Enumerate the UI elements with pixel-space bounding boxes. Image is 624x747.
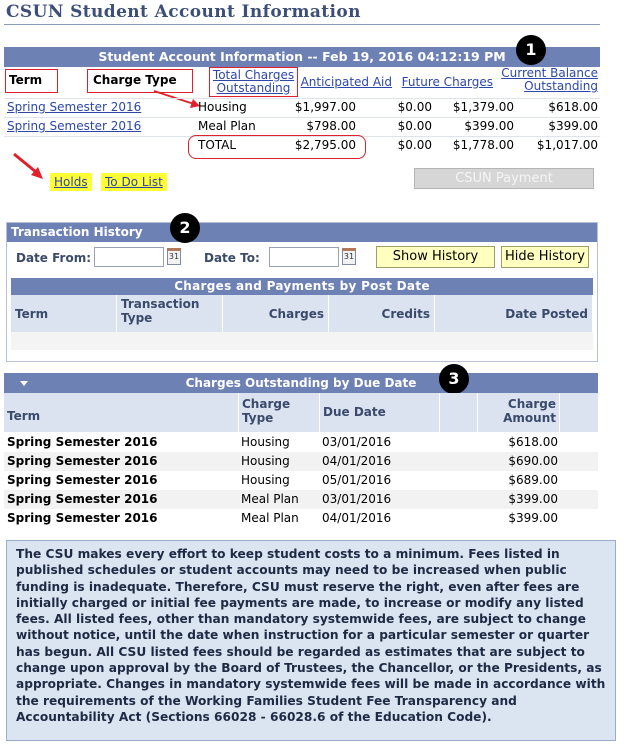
account-summary-header: [4, 47, 600, 67]
calendar-icon[interactable]: 31: [167, 250, 181, 265]
charges-due-header: [4, 373, 598, 393]
collapse-arrow-icon[interactable]: [20, 381, 28, 386]
transaction-history-title: Transaction History: [11, 225, 143, 239]
col-header-charge-type-label: Charge Type: [93, 73, 177, 87]
anticipated-aid-sum: $0.00: [397, 138, 432, 152]
future-charges-cell: $399.00: [464, 119, 514, 133]
col-header-term-label: Term: [9, 73, 43, 87]
future-charges-cell: $1,379.00: [452, 100, 514, 114]
charge-amount-cell: $399.00: [508, 511, 558, 525]
col-header-transaction-type: Transaction Type: [117, 295, 223, 332]
sort-current-balance-link[interactable]: Current Balance Outstanding: [501, 66, 598, 93]
current-balance-cell: $399.00: [548, 119, 598, 133]
future-charges-sum: $1,778.00: [452, 138, 514, 152]
table-row: [4, 471, 598, 490]
due-date-cell: 04/01/2016: [322, 511, 392, 525]
callout-marker-2: 2: [170, 213, 200, 243]
col-header-spacer: [560, 393, 598, 432]
callout-marker-1: 1: [516, 35, 546, 65]
charge-type-cell: Housing: [241, 473, 290, 487]
empty-history-row: [11, 332, 593, 350]
term-link[interactable]: Spring Semester 2016: [7, 119, 142, 133]
account-summary-section: [4, 40, 600, 159]
anticipated-aid-cell: $0.00: [397, 119, 432, 133]
account-summary-title: Student Account Information -- Feb 19, 2016 04:12:19 PM: [98, 49, 506, 64]
col-header-charge-amount: Charge Amount: [478, 393, 560, 432]
charge-type-cell: Meal Plan: [241, 511, 299, 525]
page-title: CSUN Student Account Information: [6, 2, 361, 22]
fee-disclaimer-notice: The CSU makes every effort to keep student costs to a minimum. Fees listed in published schedules or student accounts may need to be increased when public funding is inadequate. Therefore, CSU must reserve the right, even after fees are initially charged or initial fee payments are made, to increase or modify any listed fees. All listed fees, other than mandatory systemwide fees, are subject to change without notice, until the date when instruction for a particular semester or quarter has begun. All CSU listed fees should be regarded as estimates that are subject to change upon approval by the Board of Trustees, the Chancellor, or the Presidents, as appropriate. Changes in mandatory systemwide fees will be made in accordance with the requirements of the Working Families Student Fee Transparency and Accountability Act (Sections 66028 - 66028.6 of the Education Code).: [6, 540, 616, 741]
annotation-arrow-icon: [12, 152, 46, 182]
due-date-cell: 04/01/2016: [322, 454, 392, 468]
todo-list-link[interactable]: To Do List: [101, 173, 167, 191]
row-divider: [4, 98, 600, 99]
charges-payments-subheader: Charges and Payments by Post Date: [11, 278, 593, 295]
row-divider: [4, 117, 600, 118]
transaction-history-section: [6, 218, 598, 362]
charge-amount-cell: $399.00: [508, 492, 558, 506]
charges-due-section: [4, 369, 598, 528]
term-cell: Spring Semester 2016: [7, 454, 158, 468]
hide-history-button[interactable]: Hide History: [501, 246, 589, 268]
col-header-term: [5, 69, 58, 93]
title-divider: [4, 24, 600, 25]
callout-marker-3: 3: [439, 364, 469, 394]
date-to-label: Date To:: [204, 251, 260, 265]
term-cell: Spring Semester 2016: [7, 435, 158, 449]
csun-payment-button[interactable]: CSUN Payment: [414, 168, 594, 189]
charge-type-cell: Meal Plan: [198, 119, 256, 133]
sort-anticipated-aid-link[interactable]: Anticipated Aid: [300, 75, 392, 89]
current-balance-cell: $618.00: [548, 100, 598, 114]
transaction-history-header: [7, 223, 597, 242]
anticipated-aid-cell: $0.00: [397, 100, 432, 114]
charges-due-title: Charges Outstanding by Due Date: [185, 376, 417, 390]
date-from-input[interactable]: [94, 247, 164, 267]
calendar-icon[interactable]: 31: [342, 250, 356, 265]
due-date-cell: 03/01/2016: [322, 492, 392, 506]
col-header-term: Term: [11, 295, 117, 332]
total-charges-cell: $1,997.00: [294, 100, 356, 114]
term-cell: Spring Semester 2016: [7, 492, 158, 506]
charge-type-cell: Meal Plan: [241, 492, 299, 506]
table-row: [4, 452, 598, 471]
col-header-charges: Charges: [223, 295, 329, 332]
sort-future-charges-link[interactable]: Future Charges: [401, 75, 493, 89]
table-row: [4, 433, 598, 452]
col-header-charge-type: Charge Type: [239, 393, 320, 432]
col-header-credits: Credits: [329, 295, 435, 332]
charge-type-cell: Housing: [241, 454, 290, 468]
col-header-spacer: [440, 393, 478, 432]
col-header-term: Term: [4, 393, 239, 432]
charge-amount-cell: $689.00: [508, 473, 558, 487]
col-header-date-posted: Date Posted: [435, 295, 593, 332]
total-charges-sum: $2,795.00: [294, 138, 356, 152]
term-cell: Spring Semester 2016: [7, 473, 158, 487]
date-to-input[interactable]: [269, 247, 339, 267]
current-balance-sum: $1,017.00: [536, 138, 598, 152]
holds-link[interactable]: Holds: [50, 173, 92, 191]
total-label: TOTAL: [198, 138, 237, 152]
term-cell: Spring Semester 2016: [7, 511, 158, 525]
col-header-due-date: Due Date: [320, 393, 440, 432]
charge-type-cell: Housing: [198, 100, 247, 114]
table-row: [4, 490, 598, 509]
due-date-cell: 05/01/2016: [322, 473, 392, 487]
sort-total-charges-link[interactable]: Total Charges Outstanding: [209, 67, 298, 97]
charge-amount-cell: $690.00: [508, 454, 558, 468]
show-history-button[interactable]: Show History: [376, 246, 495, 268]
charge-amount-cell: $618.00: [508, 435, 558, 449]
term-link[interactable]: Spring Semester 2016: [7, 100, 142, 114]
total-charges-cell: $798.00: [306, 119, 356, 133]
date-from-label: Date From:: [16, 251, 92, 265]
charge-type-cell: Housing: [241, 435, 290, 449]
annotation-arrow-icon: [150, 89, 204, 111]
table-row: [4, 509, 598, 528]
due-date-cell: 03/01/2016: [322, 435, 392, 449]
